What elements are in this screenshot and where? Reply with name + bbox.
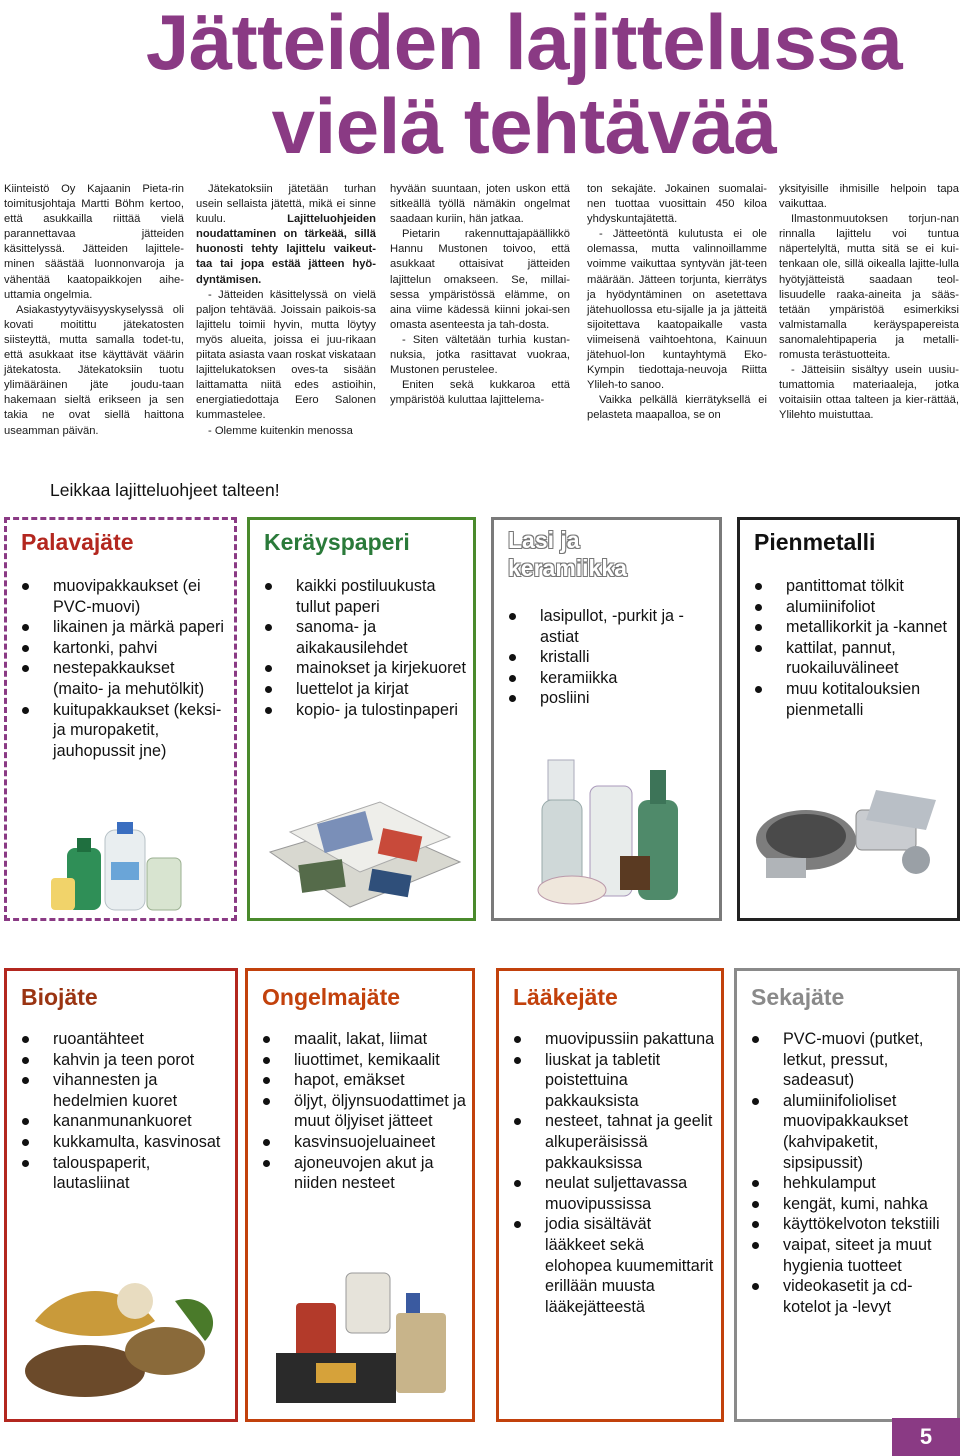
card-list — [749, 1029, 951, 1317]
paragraph: Kiinteistö Oy Kajaanin Pieta-rin toimitusjohtaja Martti Böhm kertoo, että asukkailla riittää vielä parannettavaa jätteiden käsittelyssä. Jätteiden lajittele-minen säästää luonnonvaroja ja vähentää kaatopaikkojen aihe-uttamia ongelmia. — [4, 183, 184, 301]
card-list — [506, 606, 713, 709]
paragraph: - Jätteisiin sisältyy usein uusiu-tumattomia materiaaleja, jotka voitaisiin ottaa talteen ja kier-rättää, Ylilehto muistuttaa. — [779, 364, 959, 422]
card-list — [260, 1029, 466, 1194]
paragraph-bold: Lajitteluohjeiden noudattaminen on tärkeää, sillä huonosti tehty lajittelu vaikeut-taa tai jopa estää jätteen hyö-dyntämisen. — [196, 213, 376, 286]
sorting-card-pienmetalli — [737, 517, 960, 921]
list-item: hapot, emäkset — [260, 1070, 466, 1091]
list-item: posliini — [506, 688, 713, 709]
list-item: talouspaperit, lautasliinat — [19, 1153, 229, 1194]
article-column-5 — [779, 182, 959, 424]
list-item: luettelot ja kirjat — [262, 679, 467, 700]
list-item: metallikorkit ja -kannet — [752, 617, 951, 638]
card-list — [19, 576, 228, 761]
sorting-card-sekajate — [734, 968, 960, 1422]
cut-instruction: Leikkaa lajitteluohjeet talteen! — [50, 480, 280, 500]
food-waste-image — [15, 1261, 231, 1411]
title-line-1: Jätteiden lajittelussa — [145, 0, 903, 86]
list-item: kuitupakkaukset (keksi- ja muropaketit, jauhopussit jne) — [19, 700, 228, 762]
card-title: Lääkejäte — [513, 984, 618, 1010]
card-title: Sekajäte — [751, 984, 845, 1010]
metal-cans-image — [746, 770, 952, 890]
list-item: kasvinsuojeluaineet — [260, 1132, 466, 1153]
paragraph: - Olemme kuitenkin menossa — [208, 424, 353, 437]
card-list — [752, 576, 951, 720]
list-item: likainen ja märkä paperi — [19, 617, 228, 638]
hazardous-waste-image — [256, 1263, 468, 1413]
list-item: kananmunankuoret — [19, 1111, 229, 1132]
paragraph: ton sekajäte. Jokainen suomalai-nen tuottaa vuosittain 450 kiloa yhdyskuntajätettä. — [587, 183, 767, 226]
card-title: Ongelmajäte — [262, 984, 401, 1010]
list-item: ajoneuvojen akut ja niiden nesteet — [260, 1153, 466, 1194]
list-item: kopio- ja tulostinpaperi — [262, 700, 467, 721]
card-title-line-1: Lasi ja — [508, 527, 580, 553]
glass-jars-image — [512, 740, 712, 916]
paragraph: Ilmastonmuutoksen torjun-nan rinnalla lajittelu voi tuntua näpertelyltä, mutta sitä se ei kui-tenkaan ole, sillä oikealla lajitte-lulla hyötyjätteistä saadaan teol-lisuudelle raaka-aineita ja sääs-tetään ympäristöä esimerkiksi valmistamalla keräyspapereista sanomalehtipaperia ja metalli-romusta terästuotteita. — [779, 213, 959, 362]
card-title: Palavajäte — [21, 529, 134, 555]
paragraph: Pietarin rakennuttajapäällikkö Hannu Mustonen toivoo, että asukkaat ottaisivat jätteiden lajittelun omakseen. Se, millai-sessa ympäristössä elämme, on aina viime kädessä kiinni jokai-sen omasta asenteesta ja tah-dosta. — [390, 228, 570, 331]
list-item: kartonki, pahvi — [19, 638, 228, 659]
list-item: ruoantähteet — [19, 1029, 229, 1050]
list-item: öljyt, öljynsuodattimet ja muut öljyiset jätteet — [260, 1091, 466, 1132]
paragraph — [196, 182, 376, 288]
article-column-4 — [587, 182, 767, 424]
list-item: kaikki postiluukusta tullut paperi — [262, 576, 467, 617]
list-item: kattilat, pannut, ruokailuvälineet — [752, 638, 951, 679]
sorting-card-keraypaperi — [247, 517, 476, 921]
paragraph-intro: Jätekatoksiin jätetään turhan usein sellaista jätettä, mikä ei sinne kuulu. — [196, 183, 376, 226]
sorting-card-ongelmajate — [245, 968, 475, 1422]
page-number: 5 — [892, 1418, 960, 1456]
card-title — [508, 526, 627, 582]
article-column-3 — [390, 182, 570, 408]
paragraph: - Jätteetöntä kulutusta ei ole olemassa, mutta valinnoillamme voimme vaikuttaa syntyvän jät-teen määrään. Jätteen torjunta, kierrätys ja hyödyntäminen on asetettava jätehuollossa etu-sijalle ja ja jätteitä sijoitettava kaatopaikalle vasta viimeisenä vaihtoehtona, Kainuun jätehuol-lon kuntayhtymä Eko-Kympin tiedottaja-neuvoja Riitta Ylileh-to sanoo. — [587, 228, 767, 392]
list-item: alumiinifoliot — [752, 597, 951, 618]
list-item: hehkulamput — [749, 1173, 951, 1194]
card-list — [262, 576, 467, 720]
sorting-card-biojate — [4, 968, 238, 1422]
list-item: pantittomat tölkit — [752, 576, 951, 597]
paragraph: - Jätteiden käsittelyssä on vielä paljon tehtävää. Joissain paikois-sa lajittelu toimii hyvin, mutta löytyy myös alueita, joissa ei juu-rikaan piitata asiasta vaan roskat viskataan lajittelukatoksen oves-ta sisään laittamatta niitä edes astioihin, energiatiedottaja Eero Salonen kummastelee. — [196, 288, 376, 422]
card-title-line-2: keramiikka — [508, 555, 627, 581]
sorting-card-palavajate — [4, 517, 237, 921]
paragraph: Eniten sekä kukkaroa että ympäristöä kuluttaa lajittelema- — [390, 379, 570, 407]
paragraph: - Siten vältetään turhia kustan-nuksia, jotka rasittavat vuokraa, Mustonen perustelee. — [390, 333, 570, 377]
list-item: sanoma- ja aikakausilehdet — [262, 617, 467, 658]
list-item: muovipussiin pakattuna — [511, 1029, 715, 1050]
list-item: kahvin ja teen porot — [19, 1050, 229, 1071]
list-item: liuottimet, kemikaalit — [260, 1050, 466, 1071]
list-item: nesteet, tahnat ja geelit alkuperäisissä pakkauksissa — [511, 1111, 715, 1173]
list-item: PVC-muovi (putket, letkut, pressut, sadeasut) — [749, 1029, 951, 1091]
sorting-card-lasi — [491, 517, 722, 921]
list-item: keramiikka — [506, 668, 713, 689]
list-item: mainokset ja kirjekuoret — [262, 658, 467, 679]
title-line-2: vielä tehtävää — [271, 82, 777, 170]
article-column-1 — [4, 182, 184, 439]
list-item: lasipullot, -purkit ja -astiat — [506, 606, 713, 647]
list-item: neulat suljettavassa muovipussissa — [511, 1173, 715, 1214]
list-item: liuskat ja tabletit poistettuina pakkauksista — [511, 1050, 715, 1112]
list-item: vihannesten ja hedelmien kuoret — [19, 1070, 229, 1111]
list-item: kristalli — [506, 647, 713, 668]
list-item: maalit, lakat, liimat — [260, 1029, 466, 1050]
paragraph: Asiakastyytyväisyyskyselyssä oli kovati moitittu jätekatosten siisteyttä, mutta samalla todet-tu, että asukkaat itse käyttävät väärin jätekatosta. Jätekatoksiin tuotu ylimääräinen jäte joudu-taan hakemaan sieltä erikseen ja sen takia ne ovat siellä haittona useamman päivän. — [4, 303, 184, 437]
list-item: muovipakkaukset (ei PVC-muovi) — [19, 576, 228, 617]
list-item: jodia sisältävät lääkkeet sekä elohopea kuumemittarit erillään muusta lääkejätteestä — [511, 1214, 715, 1317]
paragraph: yksityisille ihmisille helpoin tapa vaikuttaa. — [779, 183, 959, 211]
article-column-2 — [196, 182, 376, 439]
list-item: käyttökelvoton tekstiili — [749, 1214, 951, 1235]
list-item: muu kotitalouksien pienmetalli — [752, 679, 951, 720]
sorting-card-laakejate — [496, 968, 724, 1422]
page-title — [104, 0, 944, 168]
list-item: kukkamulta, kasvinosat — [19, 1132, 229, 1153]
newspapers-image — [260, 782, 466, 914]
card-title: Pienmetalli — [754, 529, 876, 555]
cleaning-bottles-image — [47, 818, 197, 918]
list-item: nestepakkaukset (maito- ja mehutölkit) — [19, 658, 228, 699]
paragraph: Vaikka pelkällä kierrätyksellä ei pelasteta maapalloa, se on — [587, 394, 767, 422]
paragraph: hyvään suuntaan, joten uskon että sitkeällä työllä nämäkin ongelmat saadaan kuriin, hän jatkaa. — [390, 183, 570, 226]
list-item: alumiinifolioliset muovipakkaukset (kahvipaketit, sipsipussit) — [749, 1091, 951, 1173]
card-title: Biojäte — [21, 984, 98, 1010]
list-item: vaipat, siteet ja muut hygienia tuotteet — [749, 1235, 951, 1276]
card-title: Keräyspaperi — [264, 529, 410, 555]
list-item: videokasetit ja cd-kotelot ja -levyt — [749, 1276, 951, 1317]
card-list — [19, 1029, 229, 1194]
list-item: kengät, kumi, nahka — [749, 1194, 951, 1215]
card-list — [511, 1029, 715, 1317]
